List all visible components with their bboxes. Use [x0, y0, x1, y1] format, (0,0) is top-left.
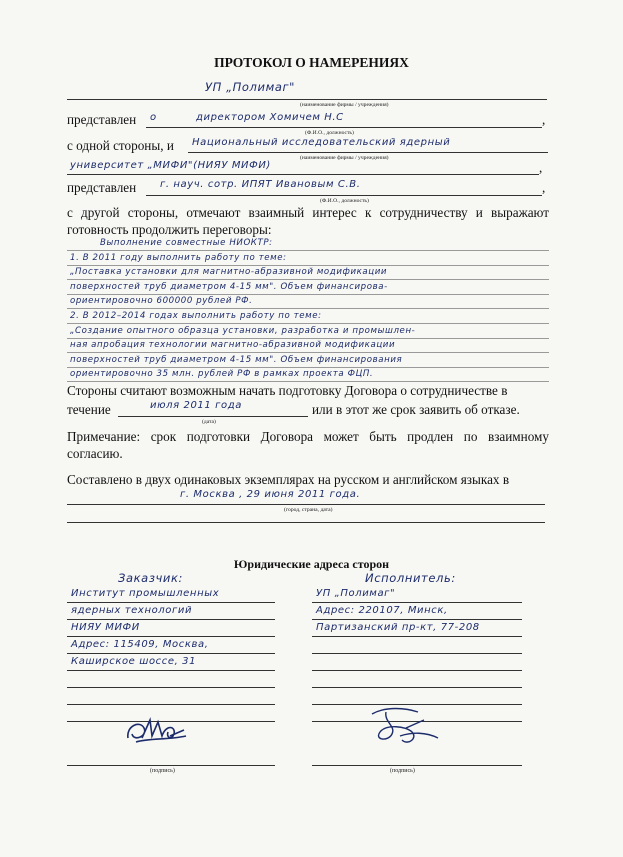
negotiation-line: 2. В 2012–2014 годах выполнить работу по теме:	[70, 311, 322, 321]
address-rule	[67, 619, 275, 620]
contractor-heading: Исполнитель:	[365, 571, 456, 585]
address-rule	[312, 602, 522, 603]
address-rule	[312, 619, 522, 620]
party1-name-line	[67, 99, 547, 100]
party2-represented-label: представлен	[67, 180, 137, 195]
negotiation-line: поверхностей труб диаметром 4-15 мм". Объем финансирования	[70, 354, 403, 365]
negotiation-line: ная апробация технологии магнитно-абразивной модификации	[70, 340, 396, 351]
ruled-line	[67, 294, 549, 295]
party2-name-line1: Национальный исследовательский ядерный	[192, 137, 451, 148]
negotiation-line: Выполнение совместные НИОКТР:	[100, 238, 273, 248]
address-line: Адрес: 115409, Москва,	[71, 639, 209, 650]
party1-rep-line	[146, 127, 542, 128]
ruled-line	[67, 308, 549, 309]
address-line: Институт промышленных	[71, 588, 220, 599]
address-line: Адрес: 220107, Минск,	[316, 605, 448, 616]
agreement-period-caption: (дата)	[202, 419, 216, 425]
address-rule	[67, 670, 275, 671]
address-rule	[67, 636, 275, 637]
negotiation-line: ориентировочно 35 млн. рублей РФ в рамках проекта ФЦП.	[70, 369, 374, 380]
address-line: Каширское шоссе, 31	[71, 656, 197, 667]
address-rule	[312, 670, 522, 671]
contractor-signature	[366, 702, 446, 752]
ruled-line	[67, 338, 549, 339]
note-paragraph: Примечание: срок подготовки Договора может быть продлен по взаимному согласию.	[67, 429, 549, 461]
ruled-line	[67, 250, 549, 251]
address-line: ядерных технологий	[71, 605, 193, 616]
composed-caption: (город, страна, дата)	[284, 507, 333, 513]
negotiation-line: ориентировочно 600000 рублей РФ.	[70, 296, 253, 307]
address-rule	[67, 653, 275, 654]
ruled-line	[67, 279, 549, 280]
party2-name-caption: (наименование фирмы / учреждения)	[300, 155, 389, 161]
addresses-title: Юридические адреса сторон	[233, 557, 390, 571]
agreement-period-suffix: или в этот же срок заявить об отказе.	[312, 402, 520, 417]
negotiation-line: 1. В 2011 году выполнить работу по теме:	[70, 252, 287, 263]
address-rule	[312, 653, 522, 654]
negotiation-line: „Поставка установки для магнитно-абразивной модификации	[70, 267, 388, 278]
address-line: НИЯУ МИФИ	[71, 622, 140, 633]
ruled-line	[67, 265, 549, 266]
party1-represented-label: представлен	[67, 112, 137, 127]
party1-rep-caption: (Ф.И.О., должность)	[305, 130, 354, 136]
address-rule	[312, 636, 522, 637]
party1-name: УП „Полимаг"	[205, 80, 296, 94]
composed-place-date: г. Москва , 29 июня 2011 года.	[180, 489, 361, 500]
document-title: ПРОТОКОЛ О НАМЕРЕНИЯХ	[214, 55, 409, 70]
party1-name-caption: (наименование фирмы / учреждения)	[300, 102, 389, 108]
address-rule	[67, 602, 275, 603]
intro-paragraph: с другой стороны, отмечают взаимный интерес к сотрудничеству и выражают готовность продолжить переговоры:	[67, 205, 549, 237]
agreement-period-value: июля 2011 года	[150, 400, 242, 411]
party2-rep-caption: (Ф.И.О., должность)	[320, 198, 369, 204]
agreement-period-label: течение	[67, 402, 111, 417]
address-rule	[312, 687, 522, 688]
customer-signature	[122, 708, 192, 750]
negotiation-line: поверхностей труб диаметром 4-15 мм". Объем финансирова-	[70, 281, 388, 292]
customer-heading: Заказчик:	[118, 571, 184, 585]
address-line: Партизанский пр-кт, 77-208	[316, 622, 480, 633]
ruled-line	[67, 367, 549, 368]
agreement-text: Стороны считают возможным начать подготовку Договора о сотрудничестве в	[67, 383, 508, 398]
ruled-line	[67, 323, 549, 324]
composed-text: Составлено в двух одинаковых экземплярах на русском и английском языках в	[67, 472, 510, 487]
negotiation-line: „Создание опытного образца установки, разработка и промышлен-	[70, 325, 416, 336]
address-rule	[67, 704, 275, 705]
address-line: УП „Полимаг"	[316, 588, 396, 599]
party1-side-label: с одной стороны, и	[67, 138, 174, 153]
customer-signature-caption: (подпись)	[150, 768, 175, 774]
party1-rep-prefix: о	[150, 112, 157, 123]
party1-representative: директором Хомичем Н.С	[196, 112, 344, 123]
contractor-signature-caption: (подпись)	[390, 768, 415, 774]
ruled-line	[67, 352, 549, 353]
party2-representative: г. науч. сотр. ИПЯТ Ивановым С.В.	[160, 179, 361, 190]
party2-name-line2: университет „МИФИ"(НИЯУ МИФИ)	[70, 160, 271, 171]
address-rule	[67, 687, 275, 688]
